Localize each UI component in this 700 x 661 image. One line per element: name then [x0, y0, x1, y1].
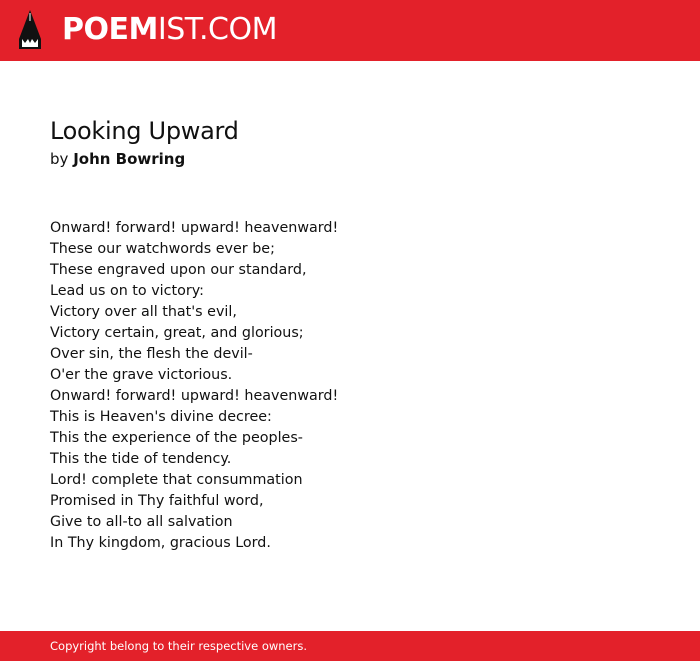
- poem-line: Onward! forward! upward! heavenward!: [50, 388, 339, 404]
- logo-brand-light: IST.COM: [157, 12, 277, 47]
- by-label: by: [50, 150, 69, 168]
- poem-heading: [50, 116, 650, 170]
- poem-line: Victory over all that's evil,: [50, 304, 237, 320]
- site-header: [0, 0, 700, 61]
- site-logo-link[interactable]: [62, 13, 277, 47]
- pen-nib-icon[interactable]: [17, 9, 43, 51]
- poem-line: This the tide of tendency.: [50, 451, 232, 467]
- poem-line: Onward! forward! upward! heavenward!: [50, 220, 339, 236]
- logo-brand-bold: POEM: [62, 12, 158, 47]
- copyright-notice: Copyright belong to their respective owners.: [50, 639, 308, 653]
- byline: [50, 148, 650, 170]
- poem-line: This is Heaven's divine decree:: [50, 409, 272, 425]
- poem-line: In Thy kingdom, gracious Lord.: [50, 535, 271, 551]
- poem-line: Promised in Thy faithful word,: [50, 493, 264, 509]
- page-title: Looking Upward: [50, 117, 239, 145]
- poem-body: [50, 218, 650, 554]
- poem-line: This the experience of the peoples-: [50, 430, 303, 446]
- poem-line: Victory certain, great, and glorious;: [50, 325, 304, 341]
- poem-line: Lord! complete that consummation: [50, 472, 303, 488]
- poem-line: O'er the grave victorious.: [50, 367, 233, 383]
- author-name: John Bowring: [73, 150, 186, 168]
- poem-line: Give to all-to all salvation: [50, 514, 233, 530]
- poem-line: These our watchwords ever be;: [50, 241, 275, 257]
- poem-line: Lead us on to victory:: [50, 283, 204, 299]
- poem-line: These engraved upon our standard,: [50, 262, 307, 278]
- site-footer: [0, 631, 700, 661]
- poem-line: Over sin, the flesh the devil-: [50, 346, 253, 362]
